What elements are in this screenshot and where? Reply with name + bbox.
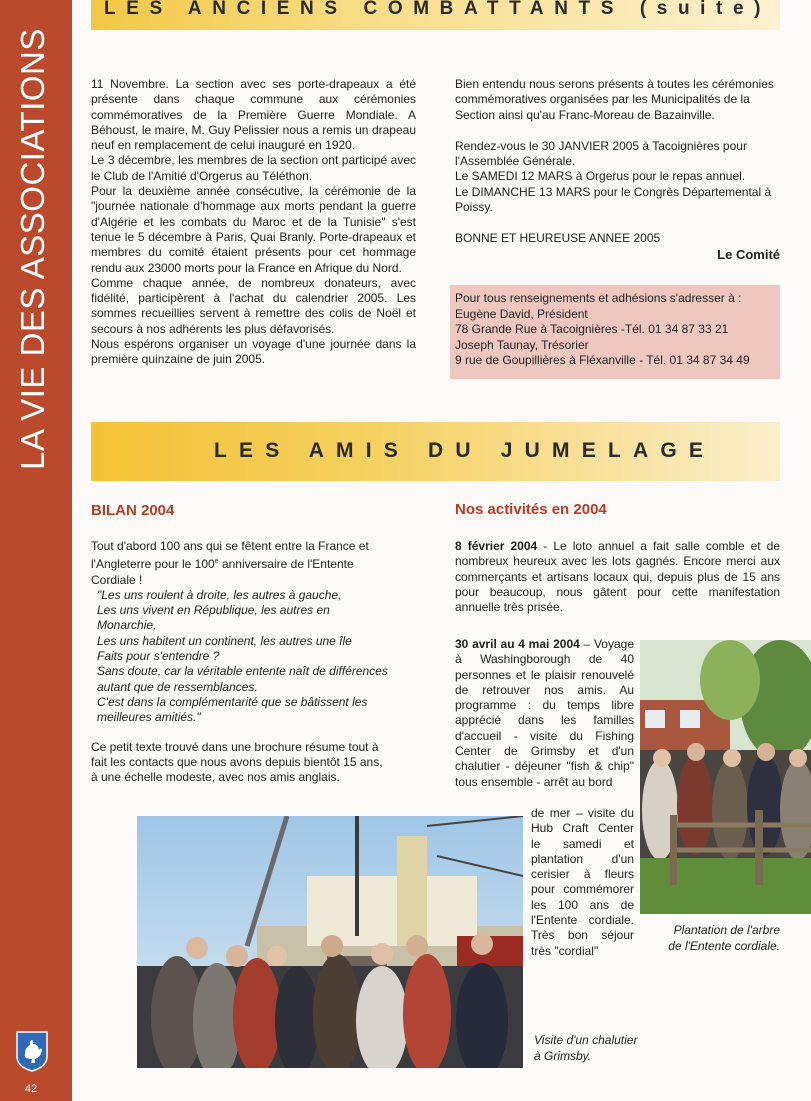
contact-line: 78 Grande Rue à Tacoignières -Tél. 01 34 87 33 21 [455, 322, 729, 337]
intro-paragraph [91, 539, 391, 588]
quote-line: C'est dans la complémentarité que se bâtissent les meilleures amitiés." [97, 694, 368, 725]
intro-text: Tout d'abord 100 ans qui se fêtent entre la France et l'Angleterre pour le 100 [91, 539, 369, 572]
date-line: Le DIMANCHE 13 MARS pour le Congrès Départemental à Poissy. [455, 184, 772, 215]
combattants-left-column [91, 77, 416, 368]
photo-tree-planting [640, 640, 811, 914]
quote-line: Les uns vivent en République, les autres en Monarchie, [97, 603, 330, 633]
quote-line: Sans doute, car la véritable entente naît de différences autant que de ressemblances. [97, 664, 388, 694]
outro-paragraph: Ce petit texte trouvé dans une brochure résume tout à fait les contacts que nous avons depuis bientôt 15 ans, à une échelle modeste, avec nos amis anglais. [91, 739, 383, 785]
quote-line: Les uns habitent un continent, les autres une île [97, 633, 352, 648]
combattants-right-column [455, 77, 780, 262]
banner-title: LES ANCIENS COMBATTANTS (suite) [104, 0, 772, 19]
contact-line: 9 rue de Goupillières à Fléxanville - Tél. 01 34 87 34 49 [455, 353, 750, 368]
banner-title: LES AMIS DU JUMELAGE [214, 439, 716, 462]
heading-bilan: BILAN 2004 [91, 502, 175, 519]
paragraph [455, 539, 780, 615]
page-number: 42 [24, 1083, 38, 1095]
intro-text: anniversaire de l'Entente Cordiale ! [91, 557, 354, 587]
photo-trawler-visit [137, 816, 523, 1068]
tree-planting-photo-image [640, 640, 811, 914]
jumelage-left-column [91, 539, 391, 785]
sidebar-title: LA VIE DES ASSOCIATIONS [14, 28, 51, 470]
paragraph: Pour la deuxième année consécutive, la cérémonie de la "journée nationale d'hommage aux morts pendant la guerre d'Algérie et les combats du Maroc et de la Tunisie" s'est tenue le 5 décembre à Paris, Quai Branly. Porte-drapeaux et membres du comité étaient présents pour cet hommage rendu aux 23000 morts pour la France en Afrique du Nord. [91, 184, 416, 275]
trawler-photo-image [137, 816, 523, 1068]
paragraph: Comme chaque année, de nombreux donateurs, avec fidélité, participèrent à l'achat du calendrier 2005. Les sommes recueillies servent à remettre des colis de Noël et secours à nos adhérents les plus défavorisés. [91, 275, 416, 336]
activity-text: de mer – visite du Hub Craft Center le samedi et plantation d'un cerisier à fleurs pour commémorer les 100 ans de l'Entente cordiale. Très bon séjour très "cordial" [531, 806, 634, 958]
contact-line: Eugène David, Président [455, 306, 588, 321]
sidebar [0, 0, 72, 1101]
banner-amis-jumelage [91, 422, 780, 481]
rooster-crest-icon [15, 1030, 49, 1072]
banner-anciens-combattants [91, 0, 780, 30]
caption-trawler: Visite d'un chalutier à Grimsby. [534, 1033, 638, 1063]
superscript: e [214, 558, 219, 566]
activity-date: 8 février 2004 [455, 539, 538, 553]
quote-line: Faits pour s'entendre ? [97, 649, 220, 664]
heading-activites: Nos activités en 2004 [455, 501, 607, 518]
activity-voyage-continued [531, 806, 634, 959]
paragraph: Le 3 décembre, les membres de la section ont participé avec le Club de l'Amitié d'Orgerus au Téléthon. [91, 153, 416, 183]
paragraph: Nous espérons organiser un voyage d'une journée dans la première quinzaine de juin 2005. [91, 337, 416, 367]
paragraph [455, 637, 634, 790]
activity-text: - Le loto annuel a fait salle comble et de nombreux heureux avec les lots gagnés. Encore merci aux commerçants et artisans locaux qui, depuis plus de 15 ans pour beaucoup, nous gâtent pour cette manifestation annuelle très prisée. [455, 539, 781, 615]
quote-line: "Les uns roulent à droite, les autres à gauche, [97, 587, 342, 602]
date-line: Le SAMEDI 12 MARS à Orgerus pour le repas annuel. [455, 169, 746, 184]
activity-voyage [455, 637, 634, 790]
paragraph: Bien entendu nous serons présents à toutes les cérémonies commémoratives organisées par les Municipalités de la Section ainsi qu'au Franc-Moreau de Bazainville. [455, 77, 774, 122]
greeting: BONNE ET HEUREUSE ANNEE 2005 [455, 231, 661, 246]
contact-line: Pour tous renseignements et adhésions s'adresser à : [455, 291, 742, 305]
activity-loto [455, 539, 780, 615]
contact-box [450, 285, 780, 379]
contact-line: Joseph Taunay, Trésorier [455, 337, 589, 352]
date-line: Rendez-vous le 30 JANVIER 2005 à Tacoignières pour l'Assemblée Générale. [455, 138, 747, 169]
caption-tree: Plantation de l'arbre de l'Entente cordiale. [668, 923, 780, 953]
signature: Le Comité [717, 246, 780, 262]
activity-text: – Voyage à Washingborough de 40 personnes et le plaisir renouvelé de retrouver nos amis. Au programme : du temps libre apprécié dans les familles d'accueil - visite du Fishing Center de Grimsby et d'un chalutier - déjeuner "fish & chip" tous ensemble - arrêt au bord [455, 637, 634, 789]
paragraph: 11 Novembre. La section avec ses porte-drapeaux a été présente dans chaque commune aux cérémonies commémoratives de la Première Guerre Mondiale. A Béhoust, le maire, M. Guy Pelissier nous a remis un drapeau neuf en remplacement de celui inauguré en 1920. [91, 77, 416, 153]
activity-date: 30 avril au 4 mai 2004 [455, 637, 580, 651]
